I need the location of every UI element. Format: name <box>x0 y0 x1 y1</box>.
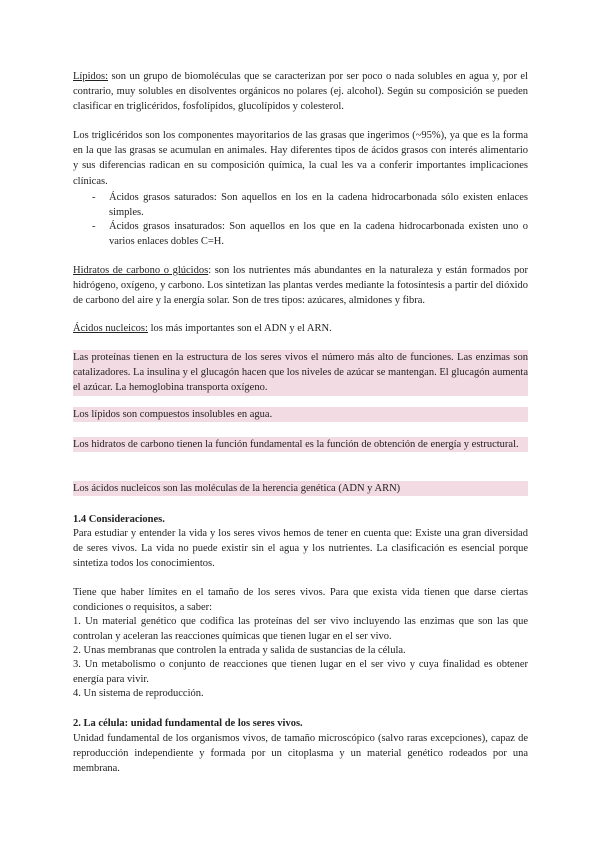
highlight-acidos: Los ácidos nucleicos son las moléculas de la herencia genética (ADN y ARN) <box>73 481 528 496</box>
lipidos-text: son un grupo de biomoléculas que se caracterizan por ser poco o nada solubles en agua y, por el contrario, muy solubles en disolventes orgánicos no polares (ej. alcohol). Según su composición se pueden clasificar en triglicéridos, fosfolípidos, glucolípidos y colesterol. <box>73 71 528 113</box>
limites-item-3: 3. Un metabolismo o conjunto de reacciones que tienen lugar en el ser vivo y cuya finalidad es obtener energía para vivir. <box>73 659 528 686</box>
acidos-text: los más importantes son el ADN y el ARN. <box>147 323 332 334</box>
section-heading-celula: 2. La célula: unidad fundamental de los seres vivos. <box>73 718 303 729</box>
bullet-mark: - <box>92 192 96 203</box>
bullet-text: Ácidos grasos saturados: Son aquellos en los en la cadena hidrocarbonada sólo existen enlaces simples. <box>109 192 528 219</box>
consideraciones-paragraph: Para estudiar y entender la vida y los seres vivos hemos de tener en cuenta que: Existe una gran diversidad de seres vivos. La vida no puede existir sin el agua y los nutrientes. La clasificación es esencial porque sintetiza todos los conocimientos. <box>73 528 528 570</box>
trigliceridos-paragraph: Los triglicéridos son los componentes mayoritarios de las grasas que ingerimos (~95%), ya que es la forma en la que las grasas se acumulan en animales. Hay diferentes tipos de ácidos grasos con interés alimentario y sus diferencias radican en su composición química, la cual les va a conferir importantes implicaciones clínicas. <box>73 130 528 187</box>
bullet-mark: - <box>92 221 96 232</box>
lipidos-term: Lípidos: <box>73 71 109 82</box>
acidos-paragraph <box>73 321 528 336</box>
limites-item-4: 4. Un sistema de reproducción. <box>73 688 204 699</box>
limites-intro: Tiene que haber límites en el tamaño de los seres vivos. Para que exista vida tienen que darse ciertas condiciones o requisitos, a saber: <box>73 587 528 614</box>
highlight-hidratos: Los hidratos de carbono tienen la función fundamental es la función de obtención de energía y estructural. <box>73 437 528 452</box>
celula-paragraph: Unidad fundamental de los organismos vivos, de tamaño microscópico (salvo raras excepciones), capaz de reproducción independiente y formada por un citoplasma y un material genético rodeados por una membrana. <box>73 733 528 775</box>
lipidos-paragraph <box>73 69 528 115</box>
hidratos-term: Hidratos de carbono o glúcidos <box>73 265 209 276</box>
limites-item-2: 2. Unas membranas que controlen la entrada y salida de sustancias de la célula. <box>73 645 406 656</box>
bullet-insaturados <box>92 219 528 249</box>
hidratos-paragraph <box>73 263 528 309</box>
bullet-text: Ácidos grasos insaturados: Son aquellos en los que en la cadena hidrocarbonada existen uno o varios enlaces dobles C=H. <box>109 221 528 248</box>
acidos-term: Ácidos nucleicos: <box>73 323 148 334</box>
highlight-lipidos: Los lípidos son compuestos insolubles en agua. <box>73 407 528 422</box>
bullet-saturados <box>92 190 528 220</box>
highlight-proteinas: Las proteínas tienen en la estructura de los seres vivos el número más alto de funciones. Las enzimas son catalizadores. La insulina y el glucagón hacen que los niveles de azúcar se mantengan. El glucagón aumenta el azúcar. La hemoglobina transporta oxígeno. <box>73 350 528 396</box>
section-heading-consideraciones: 1.4 Consideraciones. <box>73 514 165 525</box>
limites-item-1: 1. Un material genético que codifica las proteínas del ser vivo incluyendo las enzimas que son las que controlan y aceleran las reacciones químicas que tienen lugar en el ser vivo. <box>73 616 528 643</box>
hidratos-text: : son los nutrientes más abundantes en la naturaleza y están formados por hidrógeno, oxígeno, y carbono. Los sintetizan las plantas verdes mediante la fotosíntesis a partir del dióxido de carbono del aire y la energía solar. Son de tres tipos: azúcares, almidones y fibra. <box>73 265 528 307</box>
